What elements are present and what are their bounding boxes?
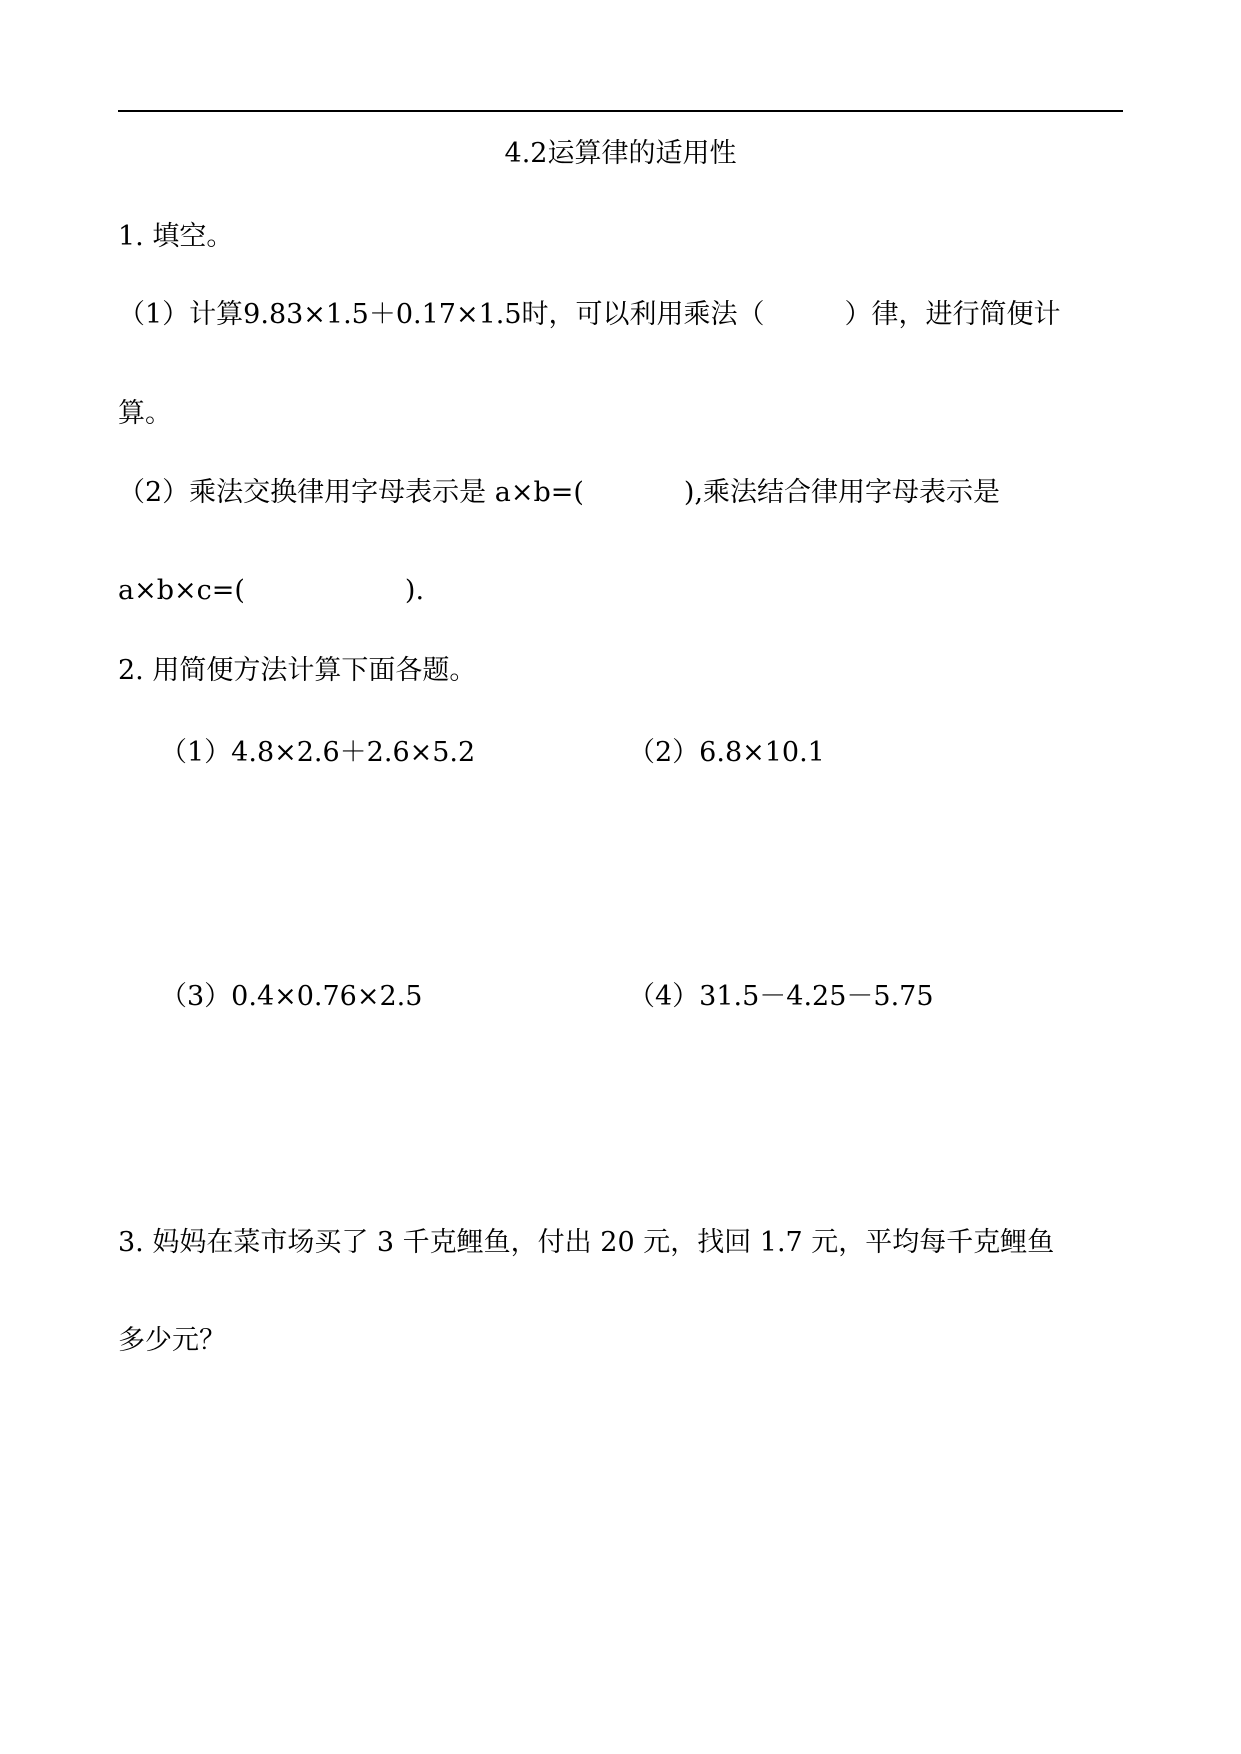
q2-problem-2: （2）6.8×10.1 — [628, 737, 825, 768]
worksheet-title: 4.2运算律的适用性 — [504, 138, 737, 169]
q1-item2-continuation-b: ). — [404, 575, 425, 606]
q1-item1-continuation: 算。 — [118, 398, 172, 429]
q1-item1-text-b: ）律，进行简便计 — [844, 299, 1061, 330]
q1-item2-text-a: （2）乘法交换律用字母表示是 a×b=( — [118, 477, 584, 508]
q2-problem-4: （4）31.5－4.25－5.75 — [628, 981, 934, 1012]
q1-item2-continuation-a: a×b×c=( — [118, 575, 245, 606]
q1-heading: 1. 填空。 — [118, 221, 234, 252]
q1-item1-line — [118, 297, 1061, 333]
q2-problem-3: （3）0.4×0.76×2.5 — [160, 981, 423, 1012]
q1-item2-line — [118, 475, 1000, 511]
q1-item2-text-b: ),乘法结合律用字母表示是 — [683, 477, 1001, 508]
q2-heading: 2. 用简便方法计算下面各题。 — [118, 655, 477, 686]
q1-item2-continuation — [118, 573, 424, 609]
header-rule — [118, 110, 1123, 112]
q2-problem-1: （1）4.8×2.6＋2.6×5.2 — [160, 737, 476, 768]
q1-item1-text-a: （1）计算9.83×1.5＋0.17×1.5时，可以利用乘法（ — [118, 299, 765, 330]
q3-line-2: 多少元？ — [118, 1325, 226, 1356]
q3-line-1: 3. 妈妈在菜市场买了 3 千克鲤鱼，付出 20 元，找回 1.7 元，平均每千克鲤鱼 — [118, 1227, 1055, 1258]
